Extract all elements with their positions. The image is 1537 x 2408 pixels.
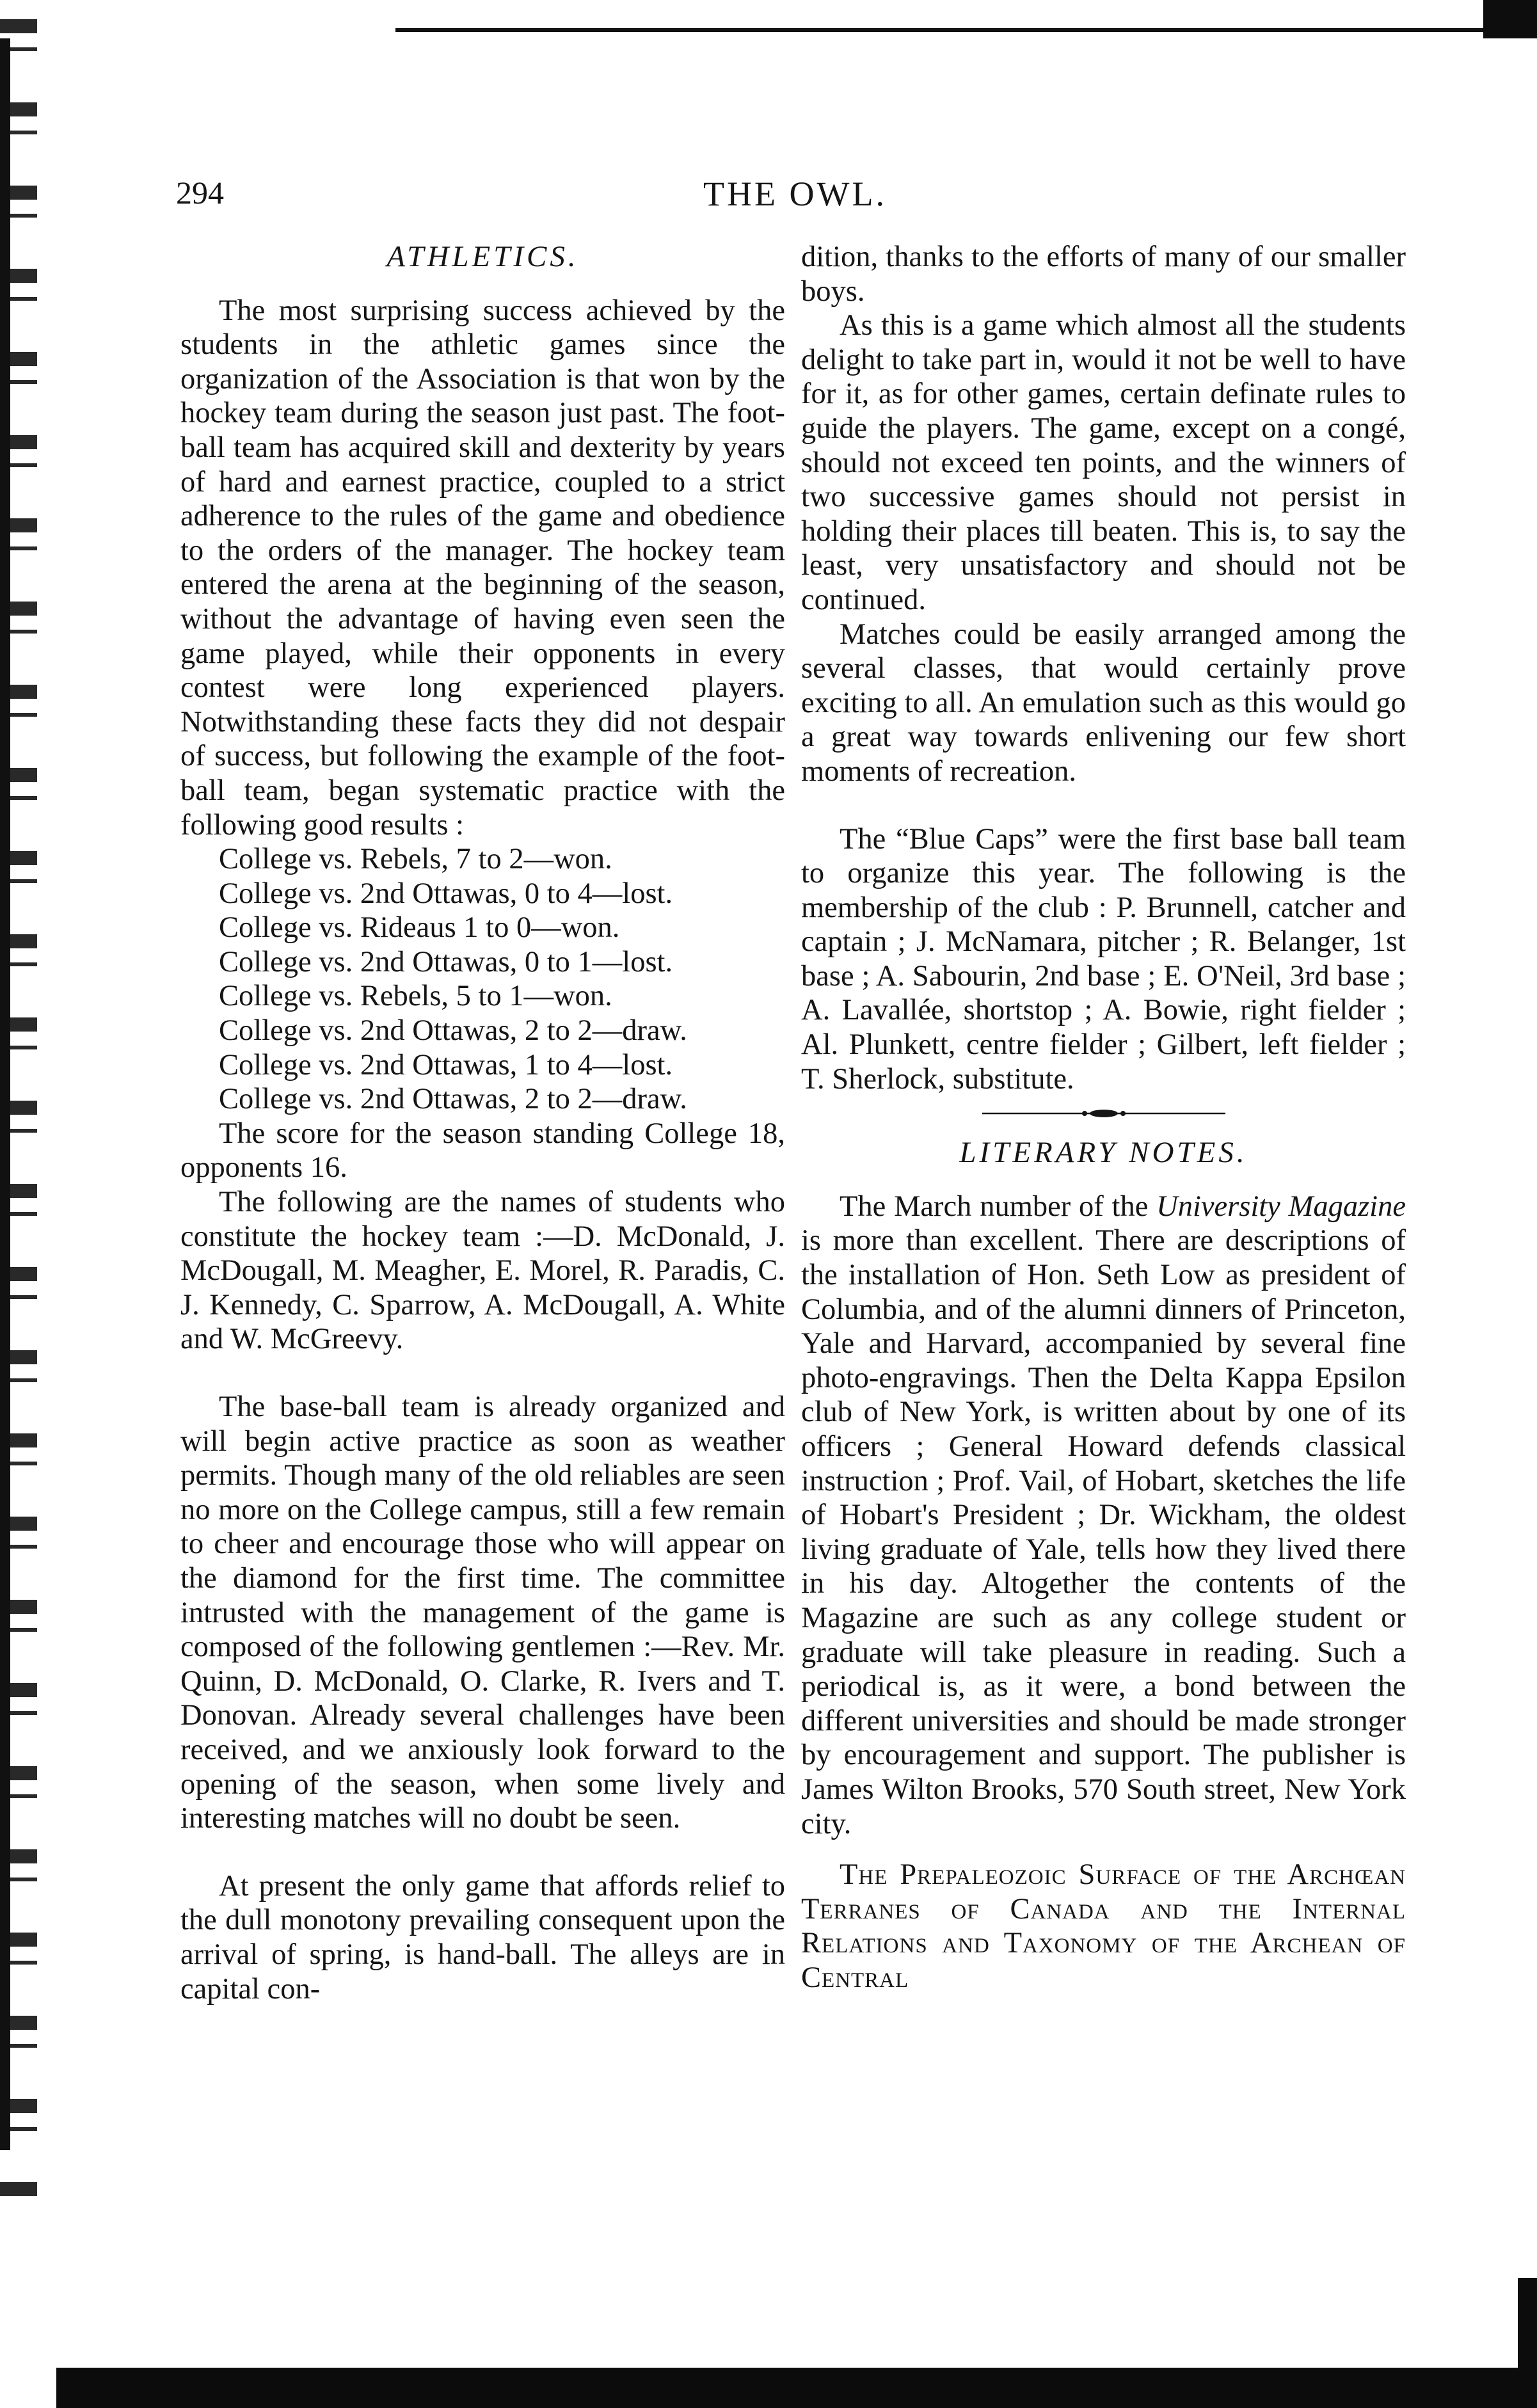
journal-title: THE OWL.: [703, 175, 887, 213]
scan-top-rule: [395, 28, 1537, 32]
paragraph-gap: [801, 1841, 1406, 1858]
hockey-team-paragraph: The following are the names of students who constitute the hockey team :—D. McDonald, J. McDougall, M. Meagher, E. Morel, R. Paradis, C. J. Kennedy, C. Sparrow, A. McDougall, A. White and W. McGreevy.: [180, 1186, 785, 1356]
scan-bottom-edge: [56, 2368, 1537, 2408]
scan-top-edge: [1483, 0, 1537, 38]
handball-paragraph-end: dition, thanks to the efforts of many of our smaller boys.: [801, 241, 1406, 308]
season-score-paragraph: The score for the season standing College 18, opponents 16.: [180, 1117, 785, 1184]
result-row: College vs. 2nd Ottawas, 1 to 4—lost.: [219, 1048, 673, 1081]
section-divider: [801, 1109, 1406, 1118]
paragraph-text: The March number of the: [840, 1190, 1157, 1223]
result-row: College vs. Rideaus 1 to 0—won.: [219, 911, 620, 945]
paragraph-gap: [801, 789, 1406, 822]
paragraph-text: is more than excellent. There are descriptions of the installation of Hon. Seth Low as president of Columbia, and of the alumni dinners of Princeton, Yale and Harvard, accompanied by several fine photo-engravings. Then the Delta Kappa Epsilon club of New York, is written about by one of its officers ; General Howard defends classical instruction ; Prof. Vail, of Hobart, sketches the life of Hobart's President ; Dr. Wickham, the oldest living graduate of Yale, tells how they lived there in his day. Altogether the contents of the Magazine are such as any college student or graduate will take pleasure in reading. Such a periodical is, as it were, a bond between the different universities and should be made stronger by encouragement and support. The publisher is James Wilton Brooks, 570 South street, New York city.: [801, 1224, 1406, 1840]
result-row: College vs. 2nd Ottawas, 2 to 2—draw.: [219, 1083, 687, 1116]
right-column: [801, 240, 1406, 1995]
result-row: College vs. 2nd Ottawas, 2 to 2—draw.: [219, 1014, 687, 1048]
scan-right-edge: [1518, 2278, 1537, 2368]
handball-rules-paragraph: As this is a game which almost all the students delight to take part in, would it not be well to have for it, as for other games, certain definate rules to guide the players. The game, except on a congé, should not exceed ten points, and the winners of two successive games should not persist in holding their places till beaten. This is, to say the least, very unsatisfactory and should not be continued.: [801, 309, 1406, 616]
literary-notes-heading: LITERARY NOTES.: [959, 1136, 1248, 1170]
baseball-paragraph: The base-ball team is already organized and will begin active practice as soon as weather permits. Though many of the old reliables are seen no more on the College campus, still a few remain to cheer and encourage those who will appear on the diamond for the first time. The committee intrusted with the management of the game is composed of the following gentlemen :—Rev. Mr. Quinn, D. McDonald, O. Clarke, R. Ivers and T. Donovan. Already several challenges have been received, and we anxiously look forward to the opening of the season, when some lively and interesting matches will no doubt be seen.: [180, 1391, 785, 1835]
running-head: [176, 174, 1414, 219]
left-column: [180, 240, 785, 2006]
result-row: College vs. Rebels, 5 to 1—won.: [219, 980, 612, 1013]
ornament-rule-icon: [982, 1109, 1225, 1118]
magazine-title: University Magazine: [1156, 1190, 1406, 1223]
result-row: College vs. 2nd Ottawas, 0 to 1—lost.: [219, 945, 673, 978]
page-number: 294: [176, 175, 224, 211]
handball-paragraph-start: At present the only game that affords relief to the dull monotony prevailing consequent upon the arrival of spring, is hand-ball. The alleys are in capital con-: [180, 1869, 785, 2005]
paragraph-gap: [180, 1836, 785, 1869]
blue-caps-paragraph: The “Blue Caps” were the first base ball team to organize this year. The following is the membership of the club : P. Brunnell, catcher and captain ; J. McNamara, pitcher ; R. Belanger, 1st base ; A. Sabourin, 2nd base ; E. O'Neil, 3rd base ; A. Lavallée, shortstop ; A. Bowie, right fielder ; Al. Plunkett, centre fielder ; Gilbert, left fielder ; T. Sherlock, substitute.: [801, 822, 1406, 1096]
prepaleozoic-paragraph: The Prepaleozoic Surface of the Archœan Terranes of Canada and the Internal Relations and Taxonomy of the Archean of Central: [801, 1858, 1406, 1994]
scan-left-edge-dark: [0, 38, 10, 2150]
paragraph-gap: [180, 1357, 785, 1390]
result-row: College vs. Rebels, 7 to 2—won.: [219, 843, 612, 876]
athletics-paragraph-1: The most surprising success achieved by the students in the athletic games since the organization of the Association is that won by the hockey team during the season just past. The foot-ball team has acquired skill and dexterity by years of hard and earnest practice, coupled to a strict adherence to the rules of the game and obedience to the orders of the manager. The hockey team entered the arena at the beginning of the season, without the advantage of having even seen the game played, while their opponents in every contest were long experienced players. Notwithstanding these facts they did not despair of success, but following the example of the foot-ball team, began systematic practice with the following good results :: [180, 294, 785, 841]
hockey-results-list: [219, 842, 785, 1117]
university-magazine-paragraph: [801, 1190, 1406, 1841]
athletics-heading: ATHLETICS.: [386, 240, 579, 273]
class-matches-paragraph: Matches could be easily arranged among the several classes, that would certainly prove exciting to all. An emulation such as this would go a great way towards enlivening our few short moments of recreation.: [801, 618, 1406, 788]
result-row: College vs. 2nd Ottawas, 0 to 4—lost.: [219, 877, 673, 910]
